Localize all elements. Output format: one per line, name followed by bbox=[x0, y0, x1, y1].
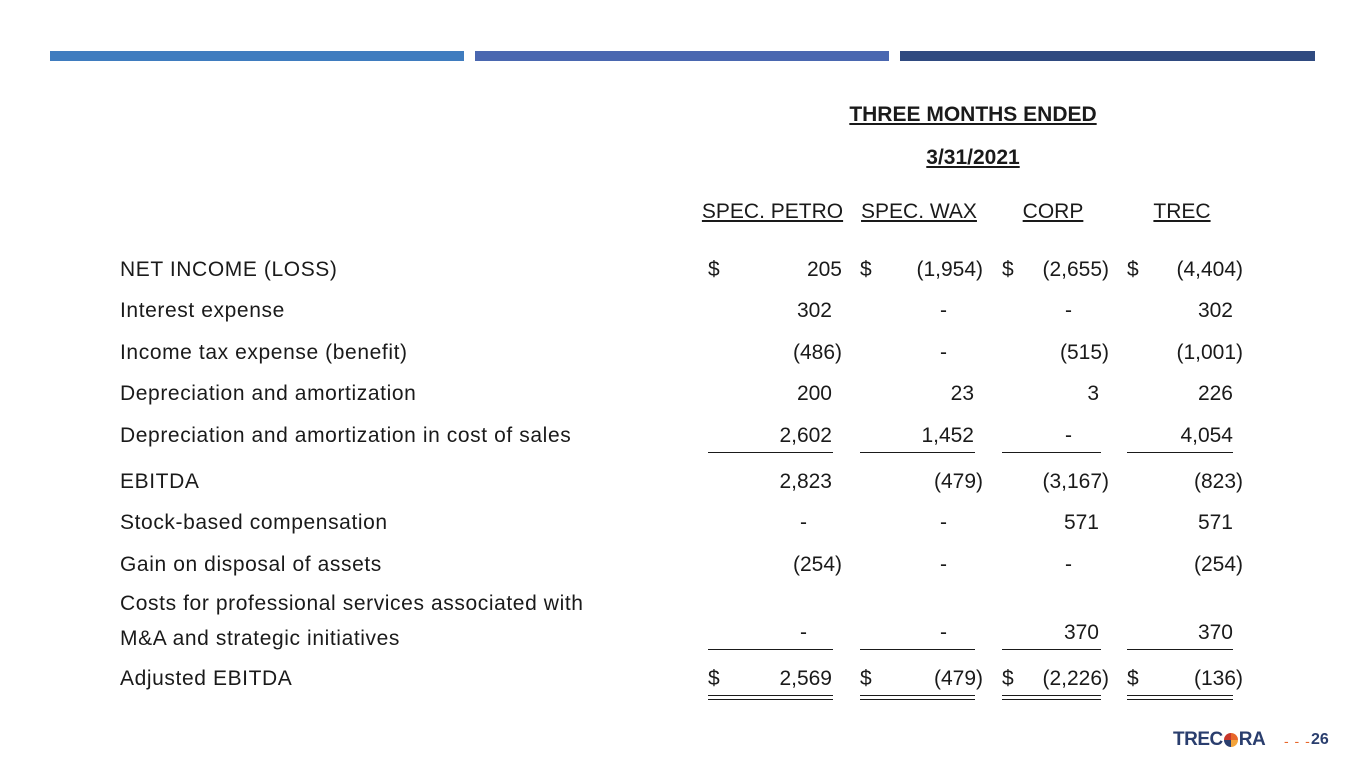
cell-value: 2,569 bbox=[779, 667, 832, 690]
total-double-rule bbox=[1002, 695, 1101, 700]
cell-value: (479) bbox=[933, 667, 983, 690]
cell-value: (4,404) bbox=[1176, 258, 1243, 281]
header-bar-middle bbox=[475, 51, 889, 61]
period-date: 3/31/2021 bbox=[926, 146, 1020, 169]
cell-value: - bbox=[940, 341, 947, 364]
subtotal-rule bbox=[860, 649, 975, 650]
row-label-adjusted-ebitda: Adjusted EBITDA bbox=[120, 667, 293, 690]
cell-value: 1,452 bbox=[921, 424, 974, 447]
col-header-trec: TREC bbox=[1153, 200, 1211, 223]
currency-sign: $ bbox=[860, 667, 872, 690]
subtotal-rule bbox=[1127, 452, 1233, 453]
cell-value: - bbox=[1065, 553, 1072, 576]
cell-value: - bbox=[940, 621, 947, 644]
cell-value: (486) bbox=[792, 341, 842, 364]
trecora-logo bbox=[1173, 729, 1265, 751]
currency-sign: $ bbox=[1002, 258, 1014, 281]
cell-value: 2,823 bbox=[779, 470, 832, 493]
total-double-rule bbox=[1127, 695, 1233, 700]
cell-value: 302 bbox=[1197, 299, 1233, 322]
cell-value: 23 bbox=[950, 382, 974, 405]
cell-value: (254) bbox=[1193, 553, 1243, 576]
cell-value: (3,167) bbox=[1042, 470, 1109, 493]
cell-value: 370 bbox=[1063, 621, 1099, 644]
col-header-spec-petro: SPEC. PETRO bbox=[701, 200, 844, 223]
subtotal-rule bbox=[1002, 649, 1101, 650]
subtotal-rule bbox=[1127, 649, 1233, 650]
currency-sign: $ bbox=[708, 258, 720, 281]
row-label-interest-expense: Interest expense bbox=[120, 299, 285, 322]
cell-value: (2,226) bbox=[1042, 667, 1109, 690]
currency-sign: $ bbox=[1127, 258, 1139, 281]
subtotal-rule bbox=[708, 452, 833, 453]
currency-sign: $ bbox=[1002, 667, 1014, 690]
subtotal-rule bbox=[708, 649, 833, 650]
cell-value: 2,602 bbox=[779, 424, 832, 447]
row-label-depreciation: Depreciation and amortization bbox=[120, 382, 417, 405]
cell-value: 200 bbox=[796, 382, 832, 405]
cell-value: 571 bbox=[1063, 511, 1099, 534]
col-header-corp: CORP bbox=[1022, 200, 1084, 223]
subtotal-rule bbox=[1002, 452, 1101, 453]
header-bar-right bbox=[900, 51, 1315, 61]
cell-value: (1,954) bbox=[916, 258, 983, 281]
logo-text: RA bbox=[1238, 729, 1266, 750]
row-label-net-income: NET INCOME (LOSS) bbox=[120, 258, 338, 281]
cell-value: 370 bbox=[1197, 621, 1233, 644]
row-label-stock-comp: Stock-based compensation bbox=[120, 511, 388, 534]
cell-value: - bbox=[1065, 299, 1072, 322]
cell-value: - bbox=[940, 299, 947, 322]
logo-circle-icon bbox=[1224, 733, 1238, 747]
cell-value: (254) bbox=[792, 553, 842, 576]
cell-value: - bbox=[940, 511, 947, 534]
subtotal-rule bbox=[860, 452, 975, 453]
row-label-professional-costs-line1: Costs for professional services associated with bbox=[120, 592, 584, 615]
cell-value: - bbox=[800, 511, 807, 534]
total-double-rule bbox=[860, 695, 975, 700]
cell-value: (515) bbox=[1059, 341, 1109, 364]
cell-value: (136) bbox=[1193, 667, 1243, 690]
cell-value: (479) bbox=[933, 470, 983, 493]
header-bar-left bbox=[50, 51, 464, 61]
cell-value: 571 bbox=[1197, 511, 1233, 534]
currency-sign: $ bbox=[860, 258, 872, 281]
row-label-income-tax: Income tax expense (benefit) bbox=[120, 341, 408, 364]
currency-sign: $ bbox=[708, 667, 720, 690]
cell-value: 302 bbox=[796, 299, 832, 322]
cell-value: - bbox=[940, 553, 947, 576]
page-number-dashes: - - - bbox=[1284, 733, 1311, 749]
cell-value: 205 bbox=[806, 258, 842, 281]
cell-value: (2,655) bbox=[1042, 258, 1109, 281]
cell-value: - bbox=[1065, 424, 1072, 447]
cell-value: - bbox=[800, 621, 807, 644]
row-label-depreciation-cogs: Depreciation and amortization in cost of sales bbox=[120, 424, 572, 447]
period-title: THREE MONTHS ENDED bbox=[849, 103, 1097, 126]
row-label-professional-costs-line2: M&A and strategic initiatives bbox=[120, 627, 401, 650]
cell-value: (1,001) bbox=[1176, 341, 1243, 364]
logo-text: TREC bbox=[1173, 729, 1223, 750]
cell-value: (823) bbox=[1193, 470, 1243, 493]
total-double-rule bbox=[708, 695, 833, 700]
row-label-gain-disposal: Gain on disposal of assets bbox=[120, 553, 382, 576]
cell-value: 226 bbox=[1197, 382, 1233, 405]
col-header-spec-wax: SPEC. WAX bbox=[861, 200, 977, 223]
cell-value: 3 bbox=[1087, 382, 1099, 405]
currency-sign: $ bbox=[1127, 667, 1139, 690]
row-label-ebitda: EBITDA bbox=[120, 470, 200, 493]
page-number: 26 bbox=[1311, 731, 1329, 748]
cell-value: 4,054 bbox=[1180, 424, 1233, 447]
